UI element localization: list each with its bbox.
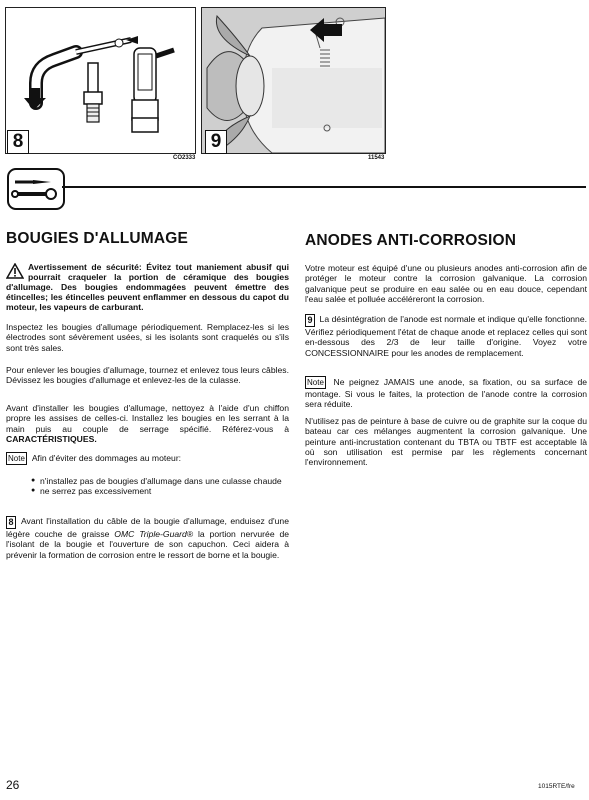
figure-8-number: 8 [7,130,29,154]
section-title-spark-plugs: BOUGIES D'ALLUMAGE [6,230,189,247]
grease-text-a: Avant l'installation du câble de la bougie d'allumage, enduisez d'une légère couche de graisse [6,516,289,539]
paragraph-inspect: Inspectez les bougies d'allumage périodiquement. Remplacez-les si les électrodes sont sévèrement usées, si les isolants sont craquelés ou s'ils sont très sales. [6,322,289,353]
product-name: OMC Triple-Guard® [114,529,194,539]
grease-text-b: la portion nervurée de l'isolant de la bougie et l'ouverture de son capuchon. Ceci aidera à prévenir la formation de corrosion entre le ressort de borne et la bougie. [6,529,290,560]
paragraph-grease [6,516,289,560]
page-number: 26 [6,778,20,792]
note-engine-damage [6,452,289,465]
paragraph-paint: N'utilisez pas de peinture à base de cuivre ou de graphite sur la coque du bateau car ces mélanges augmentent la corrosion galvanique. Une peinture anti-incrustation contenant du TBTA ou TBTF est acceptable là où son utilisation est permise par les règlements concernant l'environnement. [305,416,587,468]
figure-ref-8: 8 [6,516,16,529]
note-no-paint [305,376,587,410]
document-code: 1015RTE/fre [538,783,575,790]
paragraph-anodes-intro: Votre moteur est équipé d'une ou plusieurs anodes anti-corrosion afin de protéger le moteur contre la corrosion galvanique. La corrosion galvanique peut se produire en eau salée ou en eau douce, cependant l'eau salée et polluée accéléreront la corrosion. [305,263,587,304]
figure-9-number: 9 [205,130,227,154]
install-text: Avant d'installer les bougies d'allumage, nettoyez à l'aide d'un chiffon propre les assises de celles-ci. Installez les bougies en les serrant à la main puis au couple de serrage spécifié. Référez-vous à [6,403,289,434]
figure-9-code: 11543 [368,155,385,161]
list-item: ● n'installez pas de bougies d'allumage dans une culasse chaude [40,476,289,486]
gearcase-anode-illustration [202,8,385,153]
figure-8-code: CO2333 [173,155,196,161]
section-title-anodes: ANODES ANTI-CORROSION [305,232,517,249]
figure-9 [201,7,386,154]
note-text: Ne peignez JAMAIS une anode, sa fixation, ou sa surface de montage. Si vous le faites, la protection de l'anode contre la corrosion sera réduite. [305,377,587,410]
spark-plug-illustration [6,8,195,153]
figure-8 [5,7,196,154]
paragraph-remove: Pour enlever les bougies d'allumage, tournez et enlevez tous leurs câbles. Dévissez les bougies d'allumage et enlevez-les de la culasse. [6,365,289,386]
note-label: Note [8,454,25,463]
paragraph-install [6,403,289,444]
disintegration-text: La désintégration de l'anode est normale et indique qu'elle fonctionne. Vérifiez périodiquement l'état de chaque anode et replacez celles qui sont en-dessous des 2/3 de leur taille d'origine. Voyez votre CONCESSIONNAIRE pour les anodes de remplacement. [305,314,587,358]
specs-reference: CARACTÉRISTIQUES. [6,433,97,444]
section-divider [62,186,586,188]
warning-text: Avertissement de sécurité: Évitez tout maniement abusif qui pourrait craqueler la portion de céramique des bougies d'allumage. Des bougies endommagées peuvent émettre des étincelles; les étincelles peuvent enflammer en dessous du capot du moteur, les vapeurs de carburant. [6,262,289,312]
note-text: Afin d'éviter des dommages au moteur: [31,453,182,463]
warning-triangle-icon [6,263,24,279]
paragraph-anode-disintegration [305,314,587,358]
safety-warning [6,262,289,312]
note-label: Note [307,378,324,387]
list-item: ● ne serrez pas excessivement [40,486,289,496]
figure-ref-9: 9 [305,314,315,327]
bullet-list [6,476,289,497]
wrench-screwdriver-icon [7,168,65,210]
